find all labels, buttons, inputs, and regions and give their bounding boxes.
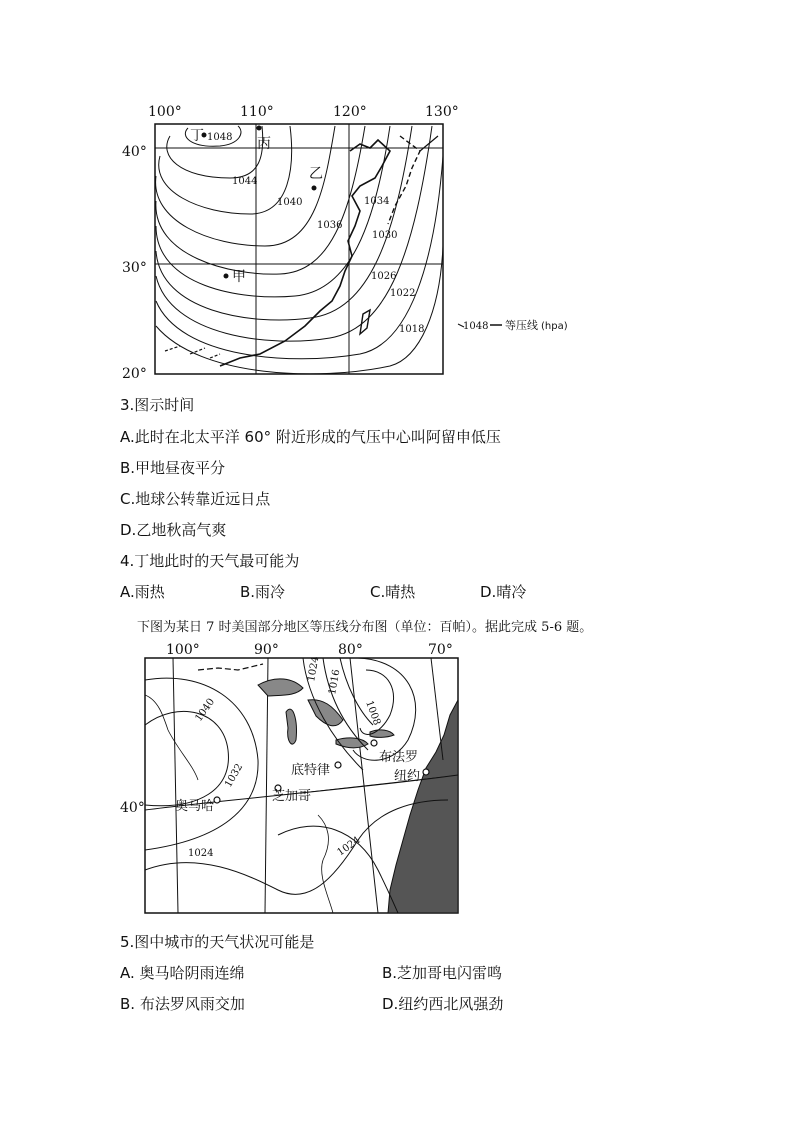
ocean-area (388, 700, 458, 913)
place-marker (312, 186, 317, 191)
q5-option-d[interactable]: D.纽约西北风强劲 (382, 995, 504, 1013)
longitude-label: 90° (254, 642, 279, 658)
q4-option-b[interactable]: B.雨冷 (240, 583, 286, 601)
latitude-label: 30° (122, 260, 147, 276)
isobar-value: 1034 (364, 196, 390, 207)
city-marker (423, 769, 429, 775)
section-intro: 下图为某日 7 时美国部分地区等压线分布图（单位：百帕）。据此完成 5-6 题。 (137, 620, 593, 635)
place-ding: 丁 (190, 128, 204, 144)
city-detroit: 底特律 (291, 763, 331, 778)
q5-option-b[interactable]: B.芝加哥电闪雷鸣 (382, 964, 503, 982)
city-omaha: 奥马哈 (175, 799, 215, 814)
place-jia: 甲 (232, 269, 246, 285)
question-4-stem: 4.丁地此时的天气最可能为 (120, 552, 300, 570)
isobar-value: 1026 (371, 271, 397, 282)
svg-text:1048: 1048 (463, 321, 489, 332)
isobar-value: 1018 (399, 324, 425, 335)
longitude-label: 110° (240, 104, 274, 120)
svg-text:等压线: 等压线 (505, 319, 538, 332)
q5-option-c[interactable]: B. 布法罗风雨交加 (120, 995, 245, 1013)
city-marker (214, 797, 220, 803)
isobar-value: 1022 (390, 288, 416, 299)
map-frame (155, 124, 443, 374)
taiwan-island (360, 310, 370, 334)
q5-option-a[interactable]: A. 奥马哈阴雨连绵 (120, 964, 245, 982)
isobar-value: 1016 (327, 668, 343, 696)
isobar-value: 1024 (335, 834, 363, 859)
latitude-label: 20° (122, 366, 147, 381)
isobar-value: 1036 (317, 220, 343, 231)
question-5-stem: 5.图中城市的天气状况可能是 (120, 933, 315, 951)
isobar-value: 1024 (306, 655, 322, 683)
longitude-label: 80° (338, 642, 363, 658)
q3-option-a[interactable]: A.此时在北太平洋 60° 附近形成的气压中心叫阿留申低压 (120, 428, 501, 446)
isobar-value: 1048 (207, 132, 233, 143)
isobar-value: 1008 (363, 699, 383, 727)
graticule (155, 124, 443, 374)
q4-option-a[interactable]: A.雨热 (120, 583, 165, 601)
isobar-value: 1040 (277, 197, 303, 208)
q4-option-d[interactable]: D.晴冷 (480, 583, 527, 601)
longitude-label: 130° (425, 104, 459, 120)
city-marker (371, 740, 377, 746)
isobar-value: 1040 (193, 696, 218, 724)
map-legend (458, 318, 568, 332)
q3-option-c[interactable]: C.地球公转靠近远日点 (120, 490, 271, 508)
svg-text:(hpa): (hpa) (541, 321, 568, 332)
q3-option-b[interactable]: B.甲地昼夜平分 (120, 459, 226, 477)
isobar-lines (156, 126, 443, 374)
place-marker (257, 126, 262, 131)
isobar-value: 1044 (232, 176, 258, 187)
place-yi: 乙 (309, 166, 323, 182)
isobar-map-east-asia (120, 96, 600, 381)
longitude-label: 100° (166, 642, 200, 658)
isobar-value: 1024 (188, 848, 214, 859)
city-new-york: 纽约 (394, 769, 421, 784)
coastline (220, 140, 390, 366)
isobar-value: 1032 (223, 761, 246, 790)
q3-option-d[interactable]: D.乙地秋高气爽 (120, 521, 227, 539)
place-marker (224, 274, 229, 279)
place-bing: 丙 (257, 136, 271, 152)
isobar-map-usa (118, 640, 468, 920)
isobar-value: 1030 (372, 230, 398, 241)
longitude-label: 120° (333, 104, 367, 120)
question-3-stem: 3.图示时间 (120, 396, 195, 414)
latitude-label: 40° (122, 144, 147, 160)
longitude-label: 100° (148, 104, 182, 120)
latitude-label: 40° (120, 800, 145, 816)
city-buffalo: 布法罗 (379, 750, 419, 765)
city-marker (335, 762, 341, 768)
q4-option-c[interactable]: C.晴热 (370, 583, 416, 601)
city-chicago: 芝加哥 (272, 789, 312, 804)
longitude-label: 70° (428, 642, 453, 658)
